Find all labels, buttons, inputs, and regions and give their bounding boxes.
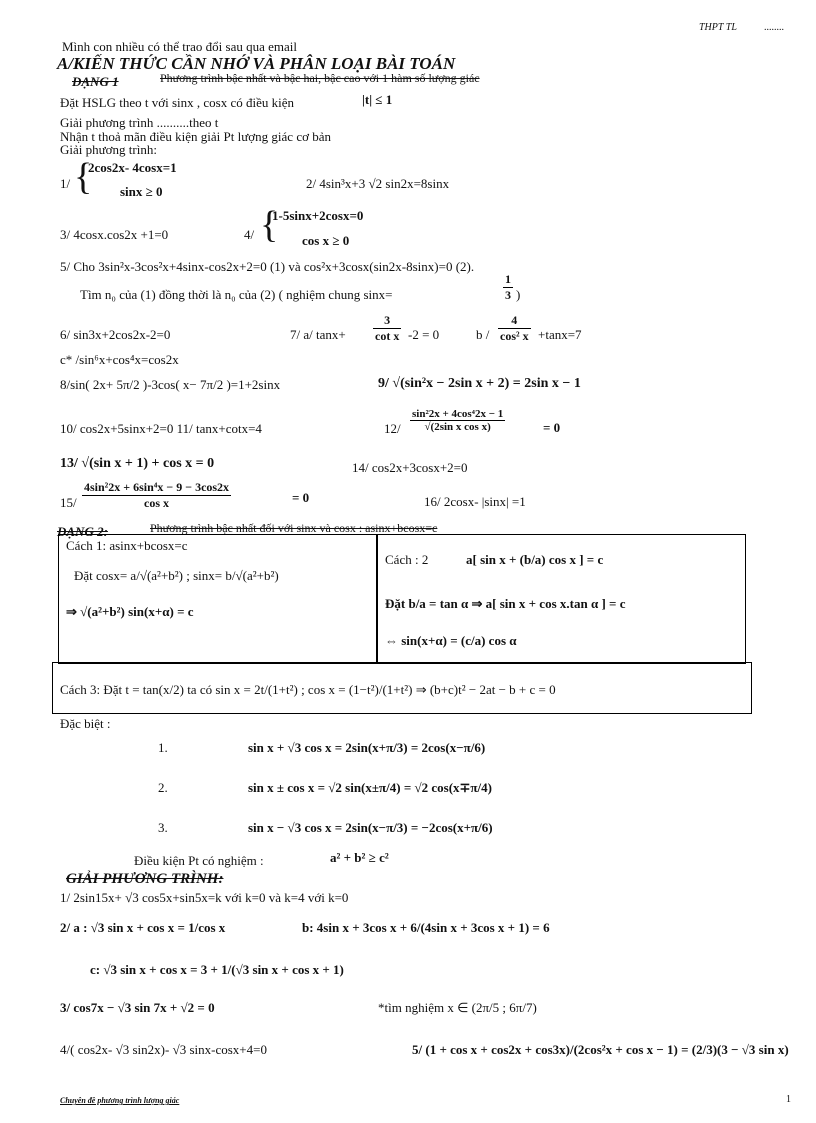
- method2-substitution: Đặt b/a = tan α ⇒ a[ sin x + cos x.tan α ] = c: [385, 596, 626, 611]
- p1-eq-a: 2cos2x- 4cosx=1: [88, 160, 177, 175]
- p7a-end: -2 = 0: [408, 327, 440, 342]
- special-heading: Đặc biệt :: [60, 716, 111, 731]
- p12-end: = 0: [543, 420, 561, 435]
- dang1-line2: Giải phương trình ..........theo t: [60, 115, 219, 130]
- p1-number: 1/: [60, 176, 71, 191]
- p15-end: = 0: [292, 490, 310, 505]
- p5-line2: Tìm n₀ của (1) đồng thời là n₀ của (2) ( nghiệm chung sinx=: [80, 287, 393, 302]
- q3-interval: *tìm nghiệm x ∈ (2π/5 ; 6π/7): [378, 1000, 537, 1015]
- special-3-formula: sin x − √3 cos x = 2sin(x−π/3) = −2cos(x+π/6): [248, 820, 493, 835]
- special-1-number: 1.: [158, 740, 168, 755]
- q2b-equation: b: 4sin x + 3cos x + 6/(4sin x + 3cos x + 1) = 6: [302, 920, 550, 935]
- dang1-line3: Nhận t thoả mãn điều kiện giải Pt lượng giác cơ bản: [60, 129, 331, 144]
- q5-equation: 5/ (1 + cos x + cos2x + cos3x)/(2cos²x + cos x − 1) = (2/3)(3 − √3 sin x): [412, 1042, 789, 1057]
- dang1-label: DẠNG 1: [72, 74, 119, 89]
- p4-brace: {: [260, 204, 279, 246]
- p16-equation: 16/ 2cosx- |sinx| =1: [424, 494, 526, 509]
- p4-eq-a: 1-5sinx+2cosx=0: [272, 208, 364, 223]
- dang1-line1: Đặt HSLG theo t với sinx , cosx có điều kiện: [60, 95, 294, 110]
- solve-title: GIẢI PHƯƠNG TRÌNH:: [66, 871, 224, 887]
- footer-title: Chuyên đề phương trình lượng giác: [60, 1096, 180, 1105]
- p12-numerator: sin²2x + 4cos⁴2x − 1: [412, 408, 504, 420]
- p12-fraction: [410, 408, 505, 433]
- p7b-start: b /: [476, 327, 490, 342]
- p15-numerator: 4sin²2x + 6sin⁴x − 9 − 3cos2x: [84, 480, 230, 494]
- q2c-equation: c: √3 sin x + cos x = 3 + 1/(√3 sin x + cos x + 1): [90, 962, 344, 977]
- p7a-fraction: $\frac{3}{\text{cot x}}$: [375, 313, 400, 343]
- special-2-formula: sin x ± cos x = √2 sin(x±π/4) = √2 cos(x∓π/4): [248, 780, 492, 795]
- p7c-equation: c* /sin⁶x+cos⁴x=cos2x: [60, 352, 179, 367]
- method2-title: Cách : 2: [385, 552, 429, 567]
- method1-result: ⇒ √(a²+b²) sin(x+α) = c: [66, 604, 194, 619]
- dang1-condition: |t| ≤ 1: [362, 92, 393, 107]
- dang2-title: Phương trình bậc nhất đối với sinx và cosx : asinx+bcosx=c: [150, 521, 438, 535]
- section-a-title: A/KIẾN THỨC CẦN NHỚ VÀ PHÂN LOẠI BÀI TOÁN: [57, 54, 456, 73]
- method2-result: ⇔ sin(x+α) = (c/a) cos α: [385, 633, 517, 648]
- p4-number: 4/: [244, 227, 255, 242]
- method2-factored: a[ sin x + (b/a) cos x ] = c: [466, 552, 604, 567]
- page-number: 1: [786, 1094, 791, 1105]
- p3-equation: 3/ 4cosx.cos2x +1=0: [60, 227, 169, 242]
- p13-equation: 13/ √(sin x + 1) + cos x = 0: [60, 456, 215, 471]
- p5-close: ): [516, 287, 521, 302]
- special-1-formula: sin x + √3 cos x = 2sin(x+π/3) = 2cos(x−π/6): [248, 740, 486, 755]
- p7a-start: 7/ a/ tanx+: [290, 327, 346, 342]
- header-dots: ........: [764, 22, 784, 33]
- p7b-fraction: $\frac{4}{\text{cos² x}}$: [500, 313, 529, 343]
- p5-line1: 5/ Cho 3sin²x-3cos²x+4sinx-cos2x+2=0 (1) và cos²x+3cosx(sin2x-8sinx)=0 (2).: [60, 259, 475, 274]
- p1-brace: {: [74, 156, 93, 198]
- p5-fraction: $\frac{1}{3}$: [505, 272, 511, 302]
- p4-eq-b: cos x ≥ 0: [302, 233, 350, 248]
- condition-label: Điều kiện Pt có nghiệm :: [134, 853, 264, 868]
- dang2-label: DẠNG 2:: [57, 524, 108, 539]
- p12-denominator: √(2sin x cos x): [424, 421, 491, 433]
- method1-substitution: Đặt cosx= a/√(a²+b²) ; sinx= b/√(a²+b²): [74, 568, 279, 583]
- school-header: THPT TL: [699, 22, 737, 33]
- p1-eq-b: sinx ≥ 0: [120, 184, 163, 199]
- special-2-number: 2.: [158, 780, 168, 795]
- q3-equation: 3/ cos7x − √3 sin 7x + √2 = 0: [60, 1000, 215, 1015]
- method3-text: Cách 3: Đặt t = tan(x/2) ta có sin x = 2t/(1+t²) ; cos x = (1−t²)/(1+t²) ⇒ (b+c)t² − 2at − b + c = 0: [60, 682, 556, 697]
- q4-equation: 4/( cos2x- √3 sin2x)- √3 sinx-cosx+4=0: [60, 1042, 267, 1057]
- q1-equation: 1/ 2sin15x+ √3 cos5x+sin5x=k với k=0 và k=4 với k=0: [60, 890, 349, 905]
- p7b-end: +tanx=7: [538, 327, 582, 342]
- p14-equation: 14/ cos2x+3cosx+2=0: [352, 460, 468, 475]
- condition-formula: a² + b² ≥ c²: [330, 850, 389, 865]
- p6-equation: 6/ sin3x+2cos2x-2=0: [60, 327, 171, 342]
- p8-equation: 8/sin( 2x+ 5π/2 )-3cos( x− 7π/2 )=1+2sinx: [60, 377, 281, 392]
- intro-line: Mình con nhiều có thể trao đổi sau qua email: [62, 39, 298, 54]
- p15-number: 15/: [60, 495, 77, 510]
- special-3-number: 3.: [158, 820, 168, 835]
- p15-denominator: cos x: [144, 496, 170, 510]
- method1-title: Cách 1: asinx+bcosx=c: [66, 538, 188, 553]
- p9-equation: 9/ √(sin²x − 2sin x + 2) = 2sin x − 1: [378, 376, 581, 391]
- dang1-line4: Giải phương trình:: [60, 142, 157, 157]
- dang1-title: Phương trình bậc nhất và bậc hai, bậc cao với 1 hàm số lượng giác: [160, 71, 480, 85]
- p2-equation: 2/ 4sin³x+3 √2 sin2x=8sinx: [306, 176, 450, 191]
- q2a-equation: 2/ a : √3 sin x + cos x = 1/cos x: [60, 920, 226, 935]
- p10-11-equation: 10/ cos2x+5sinx+2=0 11/ tanx+cotx=4: [60, 421, 262, 436]
- p15-fraction: [82, 480, 231, 511]
- p12-number: 12/: [384, 421, 401, 436]
